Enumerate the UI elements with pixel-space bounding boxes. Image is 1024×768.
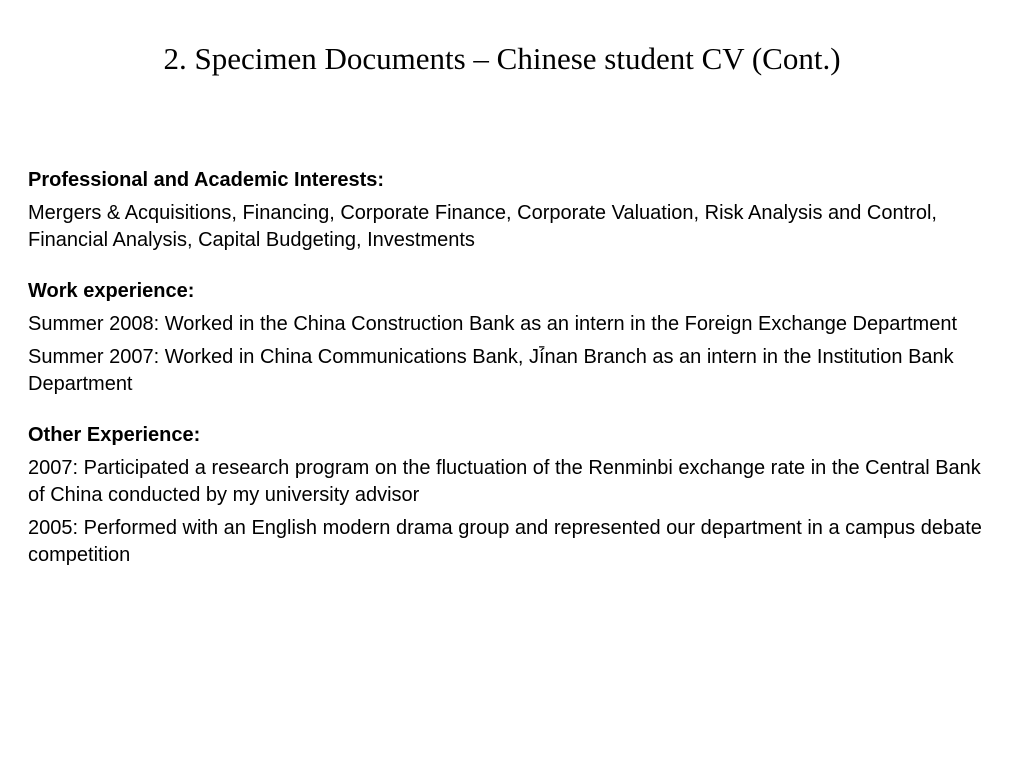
other-entry: 2005: Performed with an English modern drama group and represented our department in a campus debate competition	[28, 517, 982, 566]
section-interests	[28, 167, 996, 254]
section-heading: Work experience:	[28, 280, 195, 302]
work-entry: Summer 2007: Worked in China Communications Bank, Jí̄nan Branch as an intern in the Institution Bank Department	[28, 346, 954, 395]
section-heading: Other Experience:	[28, 424, 201, 446]
cv-content	[28, 167, 996, 569]
section-heading: Professional and Academic Interests:	[28, 169, 385, 191]
work-entry: Summer 2008: Worked in the China Construction Bank as an intern in the Foreign Exchange Department	[28, 313, 958, 335]
section-other-experience	[28, 422, 996, 569]
section-work-experience	[28, 278, 996, 398]
interests-text: Mergers & Acquisitions, Financing, Corporate Finance, Corporate Valuation, Risk Analysis and Control, Financial Analysis, Capital Budgeting, Investments	[28, 202, 937, 251]
slide-title: 2. Specimen Documents – Chinese student CV (Cont.)	[163, 41, 841, 76]
other-entry: 2007: Participated a research program on the fluctuation of the Renminbi exchange rate in the Central Bank of China conducted by my university advisor	[28, 457, 981, 506]
